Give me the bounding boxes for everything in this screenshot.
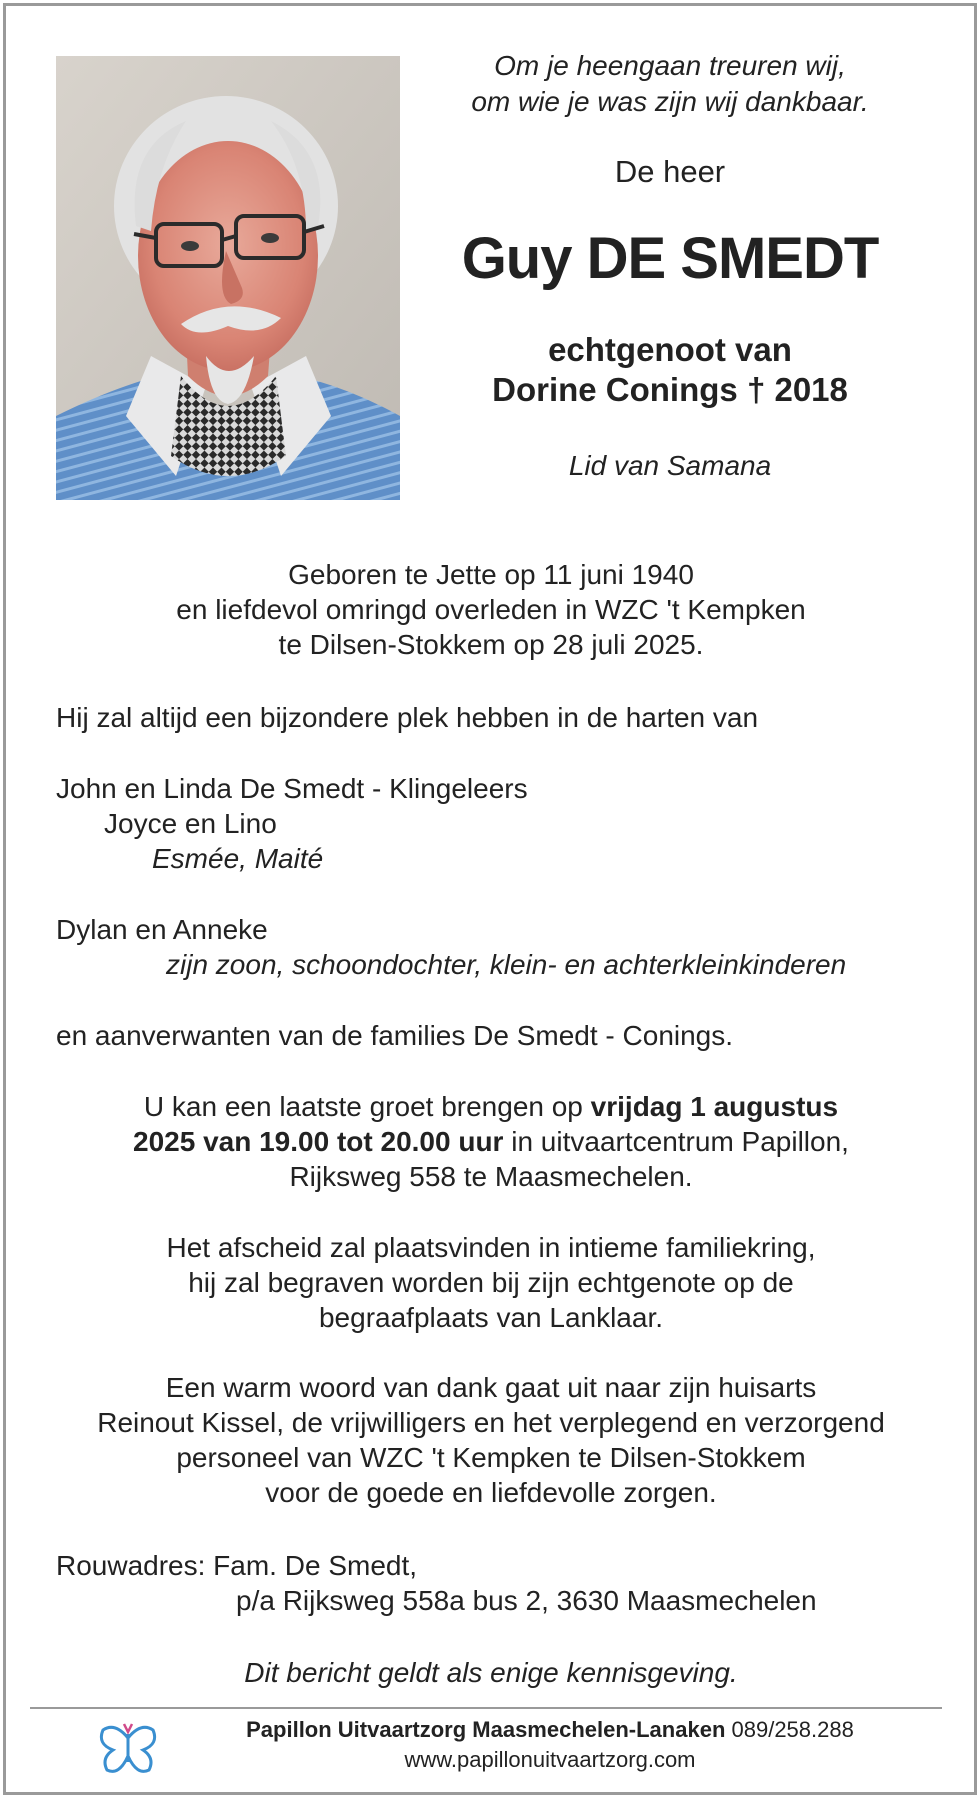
farewell-line: hij zal begraven worden bij zijn echtgenote op de (188, 1267, 794, 1298)
visitation-time: 2025 van 19.00 tot 20.00 uur (133, 1126, 504, 1157)
quote-line: Om je heengaan treuren wij, (494, 50, 846, 81)
quote-line: om wie je was zijn wij dankbaar. (471, 86, 869, 117)
birth-block (56, 557, 926, 662)
thanks-line: voor de goede en liefdevolle zorgen. (265, 1477, 717, 1508)
family-line: Esmée, Maité (152, 843, 324, 874)
farewell-line: begraafplaats van Lanklaar. (318, 1302, 664, 1333)
thanks-line: Een warm woord van dank gaat uit naar zijn huisarts (165, 1372, 817, 1403)
thanks-block (56, 1370, 926, 1510)
footer-website[interactable]: www.papillonuitvaartzorg.com (404, 1747, 696, 1772)
visitation-line (56, 1124, 926, 1159)
visitation-text: in uitvaartcentrum Papillon, (503, 1126, 849, 1157)
farewell-block (56, 1230, 926, 1335)
butterfly-icon (95, 1714, 161, 1780)
deceased-name: Guy DE SMEDT (461, 226, 879, 291)
visitation-line (56, 1089, 926, 1124)
footer-divider (30, 1707, 942, 1709)
membership-text: Lid van Samana (568, 450, 772, 481)
birth-line: te Dilsen-Stokkem op 28 juli 2025. (278, 629, 704, 660)
family-line: John en Linda De Smedt - Klingeleers (56, 773, 528, 804)
address-line: p/a Rijksweg 558a bus 2, 3630 Maasmechelen (236, 1585, 817, 1616)
heart-intro: Hij zal altijd een bijzondere plek hebben in de harten van (56, 702, 759, 733)
visitation-date: vrijdag 1 augustus (590, 1091, 839, 1122)
spouse-block (420, 330, 920, 410)
thanks-line: Reinout Kissel, de vrijwilligers en het verplegend en verzorgend (97, 1407, 885, 1438)
family-relation: zijn zoon, schoondochter, klein- en achterkleinkinderen (166, 949, 847, 980)
quote-block (420, 48, 920, 120)
visitation-block (56, 1089, 926, 1194)
family-line: Joyce en Lino (104, 808, 277, 839)
portrait-illustration (56, 56, 400, 500)
footer-company (170, 1716, 930, 1744)
notice-text: Dit bericht geldt als enige kennisgeving. (244, 1657, 738, 1688)
address-line: Rouwadres: Fam. De Smedt, (56, 1550, 418, 1581)
title-prefix: De heer (614, 154, 726, 189)
birth-line: en liefdevol omringd overleden in WZC 't Kempken (176, 594, 806, 625)
portrait-photo (56, 56, 400, 500)
birth-line: Geboren te Jette op 11 juni 1940 (288, 559, 694, 590)
visitation-line: Rijksweg 558 te Maasmechelen. (289, 1161, 693, 1192)
visitation-text: U kan een laatste groet brengen op (143, 1091, 591, 1122)
thanks-line: personeel van WZC 't Kempken te Dilsen-Stokkem (176, 1442, 806, 1473)
relatives-line: en aanverwanten van de families De Smedt - Conings. (56, 1020, 734, 1051)
family-line: Dylan en Anneke (56, 914, 268, 945)
spouse-line: echtgenoot van (548, 331, 792, 368)
company-phone: 089/258.288 (725, 1717, 854, 1742)
farewell-line: Het afscheid zal plaatsvinden in intieme familiekring, (166, 1232, 816, 1263)
spouse-line: Dorine Conings † 2018 (492, 371, 848, 408)
company-name: Papillon Uitvaartzorg Maasmechelen-Lanaken (246, 1717, 726, 1742)
